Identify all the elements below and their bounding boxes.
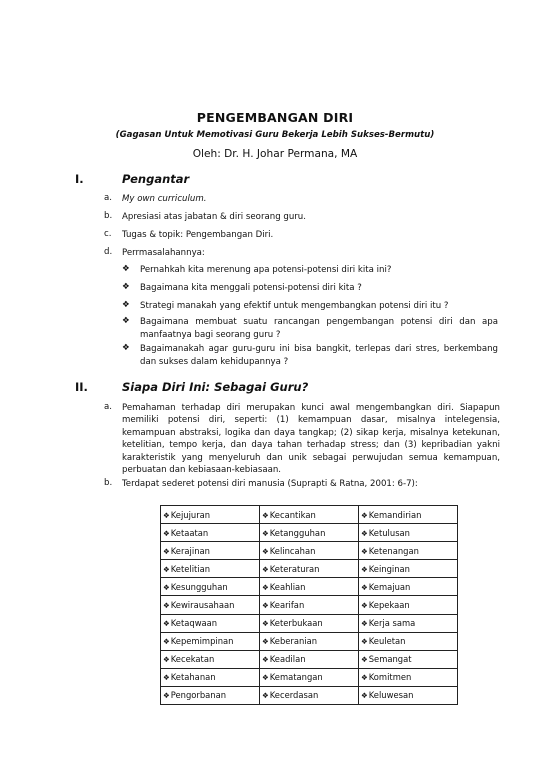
table-cell [260,506,359,524]
four-diamond-bullet-icon: ❖ [122,282,130,292]
table-cell [359,668,458,686]
potential-label: Kejujuran [170,509,211,520]
table-cell [260,686,359,704]
four-diamond-bullet-icon: ❖ [262,510,269,520]
potentials-table [160,505,458,705]
potential-label: Kematangan [269,672,323,683]
potential-label: Kerajinan [170,545,210,556]
table-cell [161,614,260,632]
potential-label: Kewirausahaan [170,600,235,611]
potential-label: Ketelitian [170,563,211,574]
table-row [161,596,458,614]
four-diamond-bullet-icon: ❖ [361,546,368,556]
four-diamond-bullet-icon: ❖ [163,510,170,520]
question-item: Bagaimana kita menggali potensi-potensi diri kita ? [140,283,362,293]
table-row [161,506,458,524]
item-letter: d. [104,247,113,257]
table-cell [359,560,458,578]
potential-label: Keterbukaan [269,618,323,629]
four-diamond-bullet-icon: ❖ [361,637,368,647]
four-diamond-bullet-icon: ❖ [163,601,170,611]
table-cell [359,686,458,704]
four-diamond-bullet-icon: ❖ [163,564,170,574]
potential-label: Keteraturan [269,563,320,574]
four-diamond-bullet-icon: ❖ [361,528,368,538]
four-diamond-bullet-icon: ❖ [163,619,170,629]
table-row [161,614,458,632]
potential-label: Kemandirian [368,509,422,520]
item-text: Perrmasalahannya: [122,248,205,258]
four-diamond-bullet-icon: ❖ [361,619,368,629]
table-cell [260,596,359,614]
four-diamond-bullet-icon: ❖ [262,528,269,538]
four-diamond-bullet-icon: ❖ [122,343,130,353]
question-item: Pernahkah kita merenung apa potensi-potensi diri kita ini? [140,265,392,275]
section-1-number: I. [75,172,84,186]
item-letter: b. [104,478,113,488]
four-diamond-bullet-icon: ❖ [361,655,368,665]
four-diamond-bullet-icon: ❖ [163,655,170,665]
potential-label: Ketenangan [368,545,419,556]
table-cell [359,506,458,524]
four-diamond-bullet-icon: ❖ [122,300,130,310]
table-row [161,668,458,686]
document-subtitle: (Gagasan Untuk Memotivasi Guru Bekerja Lebih Sukses-Bermutu) [115,130,435,140]
question-item: Bagaimanakah agar guru-guru ini bisa bangkit, terlepas dari stres, berkembang dan sukses dalam kehidupannya ? [140,344,498,367]
author-line: Oleh: Dr. H. Johar Permana, MA [192,148,358,160]
table-cell [161,650,260,668]
four-diamond-bullet-icon: ❖ [163,546,170,556]
table-row [161,650,458,668]
item-letter: b. [104,211,113,221]
potential-label: Kecerdasan [269,690,319,701]
potential-label: Kepekaan [368,600,410,611]
four-diamond-bullet-icon: ❖ [262,546,269,556]
document-title: PENGEMBANGAN DIRI [196,110,354,125]
table-cell [359,578,458,596]
table-cell [359,650,458,668]
four-diamond-bullet-icon: ❖ [361,691,368,701]
potential-label: Keluwesan [368,690,414,701]
four-diamond-bullet-icon: ❖ [163,673,170,683]
four-diamond-bullet-icon: ❖ [262,673,269,683]
item-letter: a. [104,402,112,412]
potential-label: Ketaatan [170,527,209,538]
table-cell [359,614,458,632]
four-diamond-bullet-icon: ❖ [262,691,269,701]
table-cell [161,506,260,524]
potential-label: Ketahanan [170,672,216,683]
table-cell [260,650,359,668]
table-cell [161,578,260,596]
table-cell [161,632,260,650]
table-cell [260,614,359,632]
item-text: My own curriculum. [122,194,207,204]
potential-label: Kesungguhan [170,581,228,592]
item-letter: c. [104,229,112,239]
potential-label: Keberanian [269,636,318,647]
item-letter: a. [104,193,112,203]
four-diamond-bullet-icon: ❖ [122,316,130,326]
potential-label: Kecekatan [170,654,215,665]
item-text: Terdapat sederet potensi diri manusia (Suprapti & Ratna, 2001: 6-7): [122,479,418,489]
table-cell [260,560,359,578]
table-cell [161,596,260,614]
question-item: Strategi manakah yang efektif untuk mengembangkan potensi diri itu ? [140,301,449,311]
section-1-title: Pengantar [122,172,190,186]
potential-label: Keuletan [368,636,406,647]
table-cell [161,668,260,686]
potential-label: Kepemimpinan [170,636,234,647]
potential-label: Pengorbanan [170,690,227,701]
potential-label: Kemajuan [368,581,411,592]
four-diamond-bullet-icon: ❖ [262,619,269,629]
table-cell [260,668,359,686]
four-diamond-bullet-icon: ❖ [262,655,269,665]
four-diamond-bullet-icon: ❖ [262,582,269,592]
item-text: Apresiasi atas jabatan & diri seorang guru. [122,212,306,222]
four-diamond-bullet-icon: ❖ [122,264,130,274]
potential-label: Semangat [368,654,412,665]
four-diamond-bullet-icon: ❖ [262,601,269,611]
four-diamond-bullet-icon: ❖ [163,691,170,701]
table-cell [359,596,458,614]
potential-label: Komitmen [368,672,412,683]
table-row [161,560,458,578]
table-row [161,632,458,650]
four-diamond-bullet-icon: ❖ [361,564,368,574]
table-cell [260,542,359,560]
potential-label: Ketaqwaan [170,618,218,629]
table-cell [161,542,260,560]
table-cell [161,524,260,542]
four-diamond-bullet-icon: ❖ [262,637,269,647]
table-row [161,542,458,560]
table-cell [359,524,458,542]
table-row [161,686,458,704]
four-diamond-bullet-icon: ❖ [163,582,170,592]
table-cell [359,632,458,650]
potential-label: Keadilan [269,654,306,665]
four-diamond-bullet-icon: ❖ [361,510,368,520]
potential-label: Kerja sama [368,618,416,629]
item-text: Pemahaman terhadap diri merupakan kunci awal mengembangkan diri. Siapapun memiliki potensi diri, seperti: (1) kemampuan dasar, misalnya intelegensia, kemampuan abstraksi, logika dan daya tangkap; (2) sikap kerja, misalnya ketekunan, ketelitian, tempo kerja, dan daya tahan terhadap stress; dan (3) kepribadian yakni karakteristik yang menyeluruh dan unik sebagai perwujudan semua kemampuan, perbuatan dan kebiasaan-kebiasaan. [122,403,500,476]
potential-label: Keinginan [368,563,410,574]
four-diamond-bullet-icon: ❖ [361,582,368,592]
potential-label: Kearifan [269,600,305,611]
table-cell [260,632,359,650]
potential-label: Ketulusan [368,527,410,538]
question-item: Bagaimana membuat suatu rancangan pengembangan potensi diri dan apa manfaatnya bagi seorang guru ? [140,317,498,340]
potential-label: Kecantikan [269,509,316,520]
table-row [161,578,458,596]
four-diamond-bullet-icon: ❖ [361,601,368,611]
four-diamond-bullet-icon: ❖ [163,637,170,647]
table-row [161,524,458,542]
table-cell [260,578,359,596]
section-2-title: Siapa Diri Ini: Sebagai Guru? [122,380,309,394]
table-cell [260,524,359,542]
potential-label: Keahlian [269,581,306,592]
potential-label: Kelincahan [269,545,316,556]
four-diamond-bullet-icon: ❖ [262,564,269,574]
table-cell [161,560,260,578]
potential-label: Ketangguhan [269,527,326,538]
four-diamond-bullet-icon: ❖ [361,673,368,683]
section-2-number: II. [75,380,88,394]
table-cell [359,542,458,560]
four-diamond-bullet-icon: ❖ [163,528,170,538]
item-text: Tugas & topik: Pengembangan Diri. [122,230,274,240]
table-cell [161,686,260,704]
